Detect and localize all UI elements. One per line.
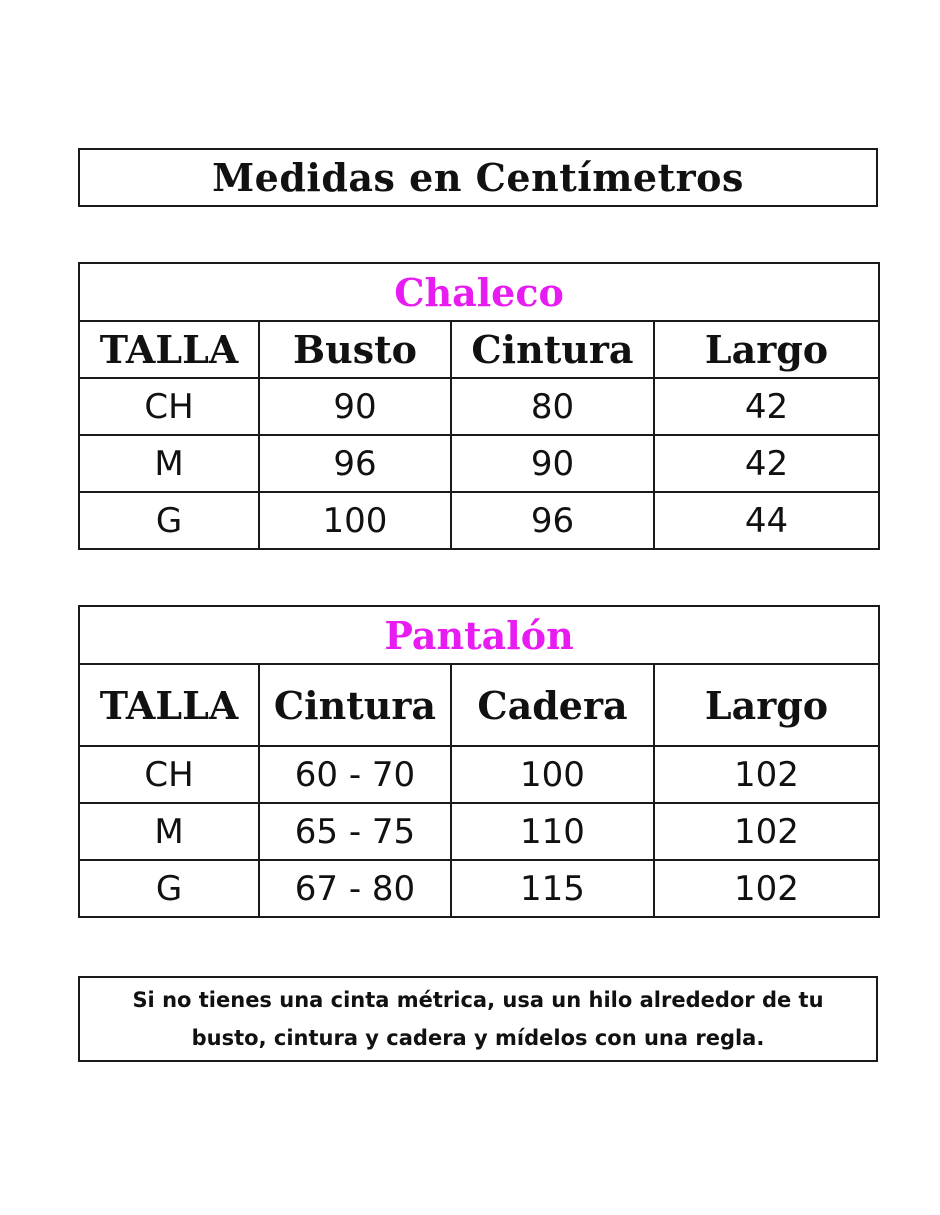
pantalon-caption: Pantalón (79, 606, 879, 664)
cadera-cell: 110 (451, 803, 654, 860)
table-row (79, 746, 879, 803)
table-row (79, 492, 879, 549)
cintura-cell: 90 (451, 435, 654, 492)
table-caption-row (79, 606, 879, 664)
column-header-talla: TALLA (79, 664, 259, 746)
table-caption-row (79, 263, 879, 321)
measuring-tip-line-1: Si no tienes una cinta métrica, usa un hilo alrededor de tu (132, 988, 824, 1012)
cintura-cell: 80 (451, 378, 654, 435)
column-header-talla: TALLA (79, 321, 259, 378)
cintura-cell: 60 - 70 (259, 746, 451, 803)
column-header-cadera: Cadera (451, 664, 654, 746)
busto-cell: 96 (259, 435, 451, 492)
cintura-cell: 65 - 75 (259, 803, 451, 860)
table-header-row (79, 664, 879, 746)
cintura-cell: 96 (451, 492, 654, 549)
column-header-cintura: Cintura (451, 321, 654, 378)
cintura-cell: 67 - 80 (259, 860, 451, 917)
largo-cell: 102 (654, 860, 879, 917)
size-cell: CH (79, 746, 259, 803)
chaleco-caption: Chaleco (79, 263, 879, 321)
largo-cell: 42 (654, 435, 879, 492)
measuring-tip-box (78, 976, 878, 1062)
page-title: Medidas en Centímetros (212, 155, 744, 200)
column-header-largo: Largo (654, 321, 879, 378)
size-cell: G (79, 492, 259, 549)
size-cell: G (79, 860, 259, 917)
table-header-row (79, 321, 879, 378)
measuring-tip-text (132, 981, 823, 1057)
busto-cell: 90 (259, 378, 451, 435)
table-row (79, 860, 879, 917)
column-header-busto: Busto (259, 321, 451, 378)
column-header-cintura: Cintura (259, 664, 451, 746)
measuring-tip-line-2: busto, cintura y cadera y mídelos con una regla. (191, 1026, 765, 1050)
busto-cell: 100 (259, 492, 451, 549)
largo-cell: 42 (654, 378, 879, 435)
largo-cell: 102 (654, 746, 879, 803)
table-row (79, 435, 879, 492)
size-cell: M (79, 803, 259, 860)
table-row (79, 803, 879, 860)
pantalon-size-table (78, 605, 880, 918)
title-box (78, 148, 878, 207)
size-cell: CH (79, 378, 259, 435)
cadera-cell: 100 (451, 746, 654, 803)
column-header-largo: Largo (654, 664, 879, 746)
largo-cell: 44 (654, 492, 879, 549)
largo-cell: 102 (654, 803, 879, 860)
table-row (79, 378, 879, 435)
chaleco-size-table (78, 262, 880, 550)
size-cell: M (79, 435, 259, 492)
cadera-cell: 115 (451, 860, 654, 917)
